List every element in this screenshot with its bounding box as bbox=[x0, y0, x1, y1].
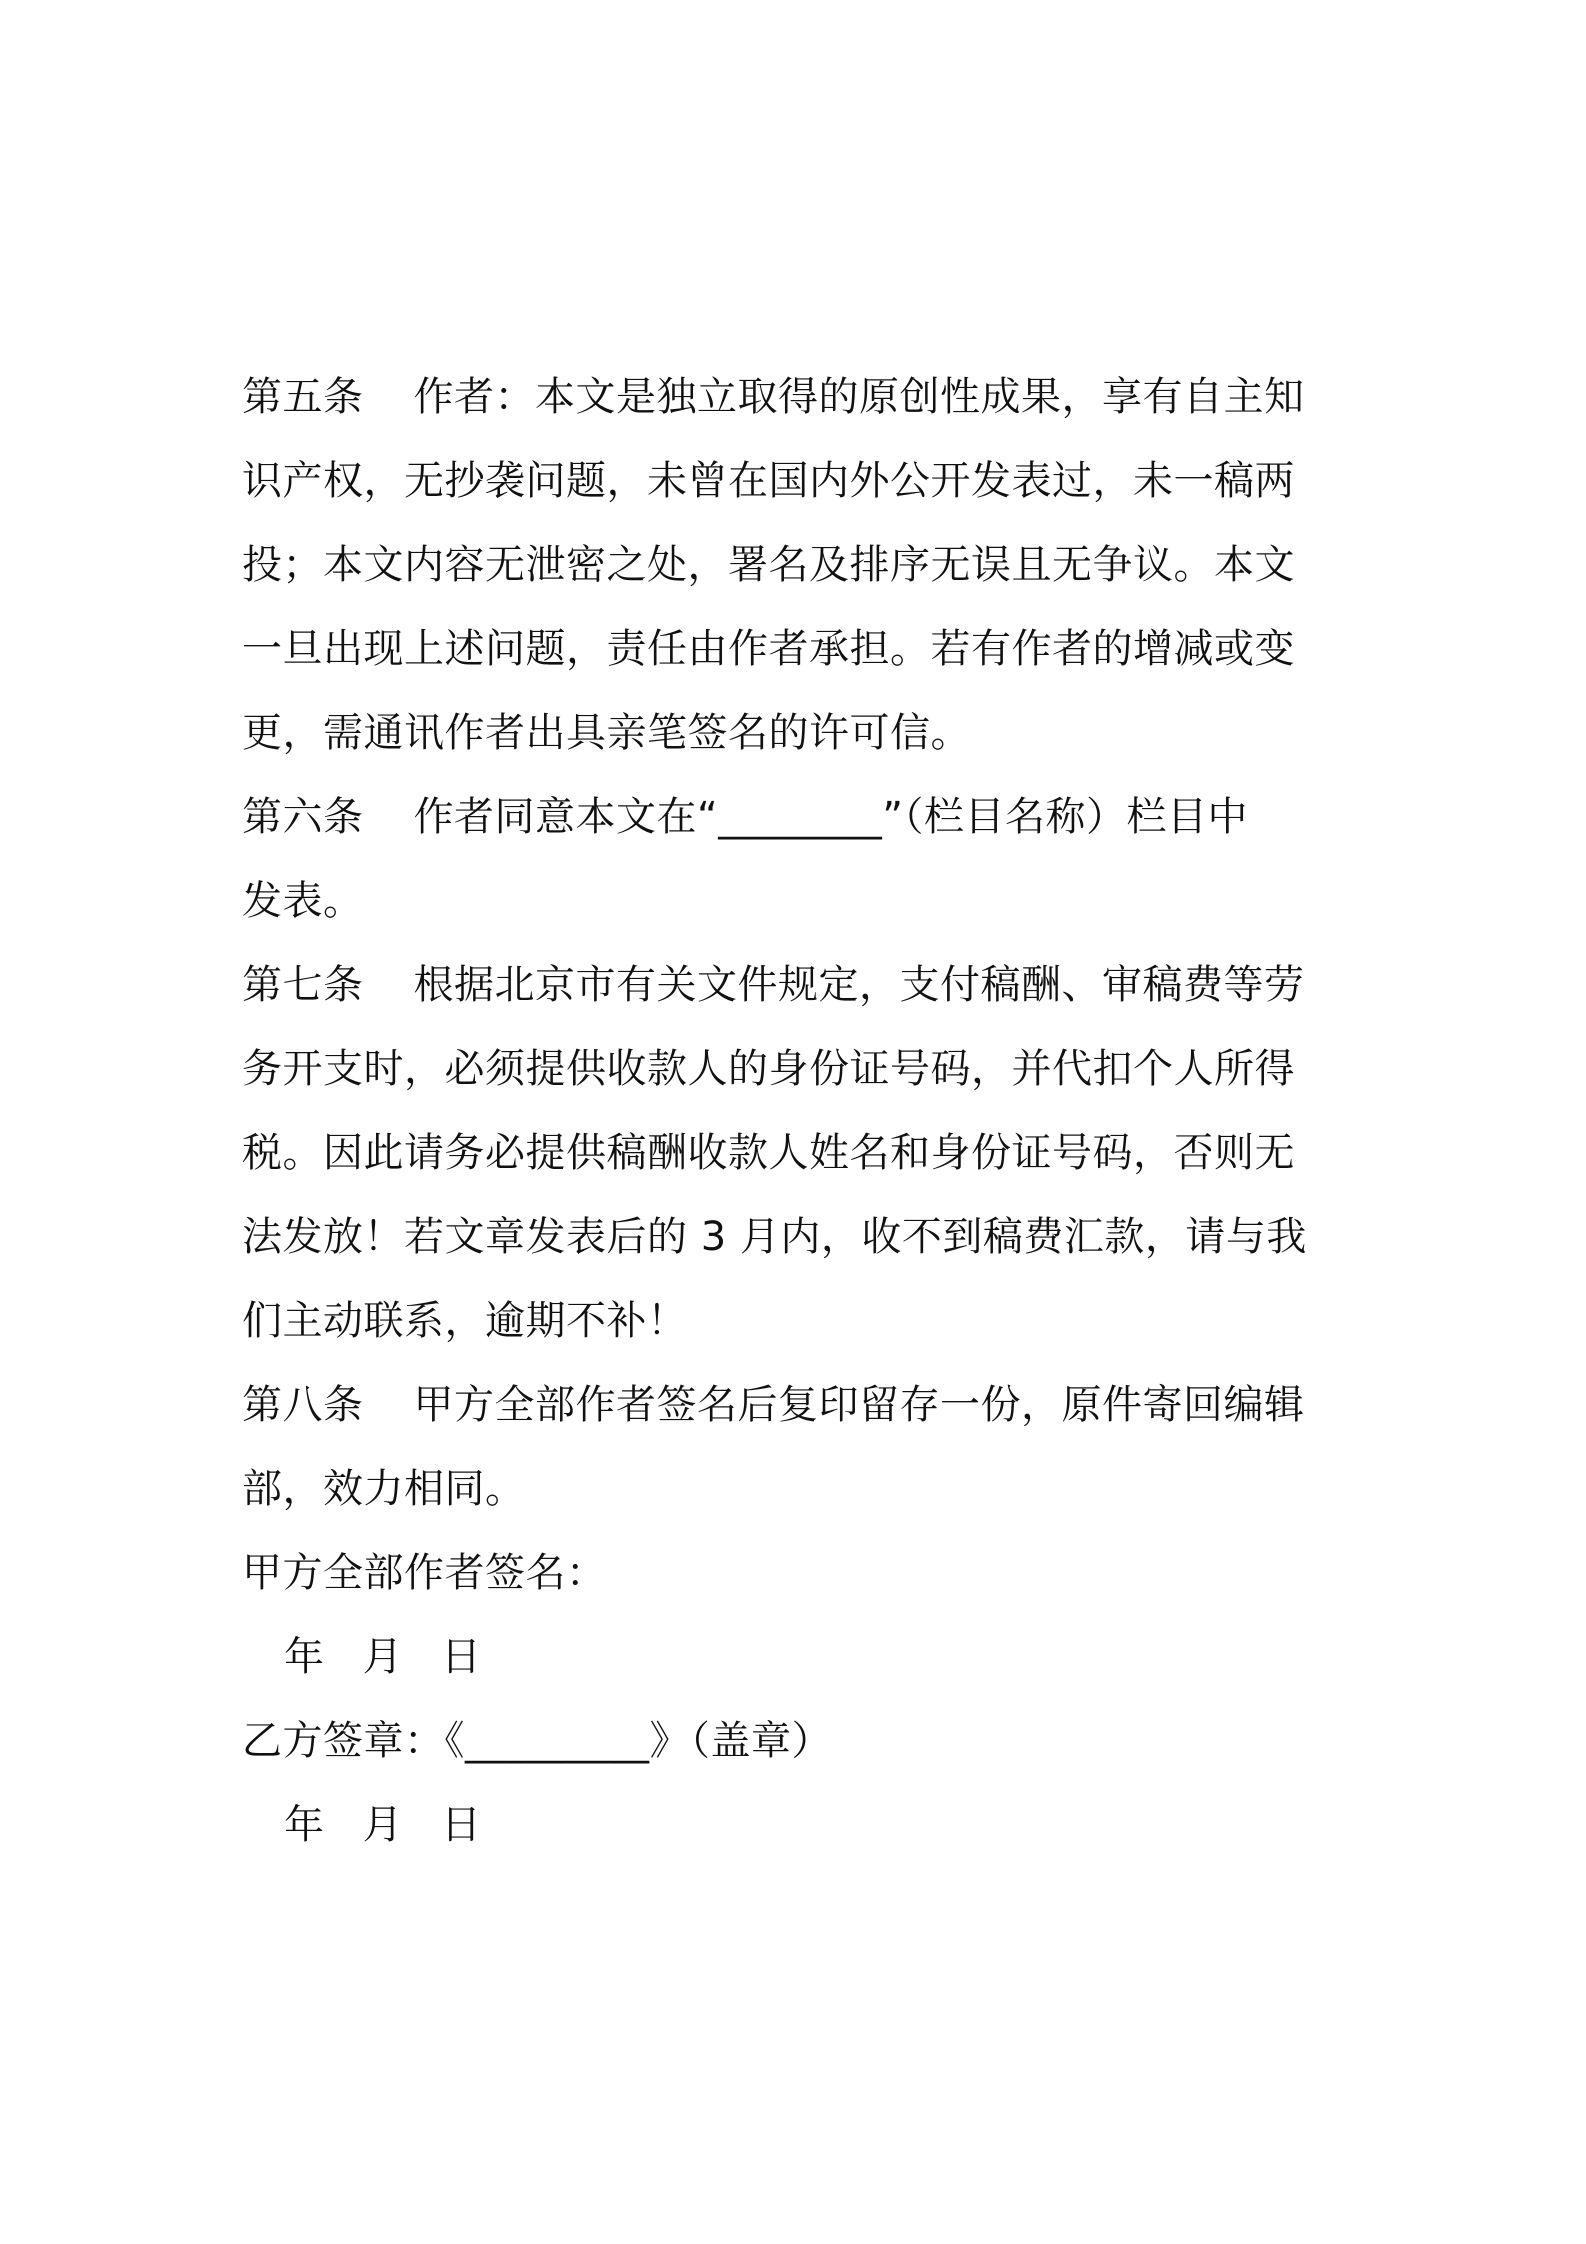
article-8-label: 第八条 bbox=[242, 1382, 364, 1428]
article-5-line-1 bbox=[242, 355, 1362, 439]
article-5-line-3: 投；本文内容无泄密之处，署名及排序无误且无争议。本文 bbox=[242, 542, 1295, 588]
article-8-line-2: 部，效力相同。 bbox=[242, 1466, 526, 1512]
party-a-month: 月 bbox=[362, 1634, 403, 1680]
party-a-year: 年 bbox=[284, 1634, 325, 1680]
party-a-day: 日 bbox=[441, 1634, 482, 1680]
article-8-text: 甲方全部作者签名后复印留存一份，原件寄回编辑 bbox=[413, 1382, 1305, 1428]
article-7-line-4: 法发放！若文章发表后的 3 月内，收不到稿费汇款，请与我 bbox=[242, 1214, 1307, 1260]
party-a-date bbox=[242, 1615, 1362, 1699]
article-8-line-1 bbox=[242, 1363, 1362, 1447]
article-7-line-3: 税。因此请务必提供稿酬收款人姓名和身份证号码，否则无 bbox=[242, 1130, 1295, 1176]
article-6-label: 第六条 bbox=[242, 794, 364, 840]
party-b-date bbox=[242, 1783, 1362, 1867]
article-6-line-1 bbox=[242, 775, 1362, 859]
article-7-line-5: 们主动联系，逾期不补！ bbox=[242, 1298, 688, 1344]
article-5-text: 作者：本文是独立取得的原创性成果，享有自主知 bbox=[413, 374, 1305, 420]
article-6-line-2: 发表。 bbox=[242, 878, 364, 924]
article-5-line-5: 更，需通讯作者出具亲笔签名的许可信。 bbox=[242, 710, 971, 756]
article-7-line-2: 务开支时，必须提供收款人的身份证号码，并代扣个人所得 bbox=[242, 1046, 1295, 1092]
article-5-line-2: 识产权，无抄袭问题，未曾在国内外公开发表过，未一稿两 bbox=[242, 458, 1295, 504]
party-b-month: 月 bbox=[362, 1802, 403, 1848]
article-6-text: 作者同意本文在“________”（栏目名称）栏目中 bbox=[413, 794, 1248, 840]
party-a-signature-label: 甲方全部作者签名： bbox=[242, 1550, 607, 1596]
article-5-line-4: 一旦出现上述问题，责任由作者承担。若有作者的增减或变 bbox=[242, 626, 1295, 672]
article-7-line-1 bbox=[242, 943, 1362, 1027]
party-b-day: 日 bbox=[441, 1802, 482, 1848]
article-7-label: 第七条 bbox=[242, 962, 364, 1008]
article-5-label: 第五条 bbox=[242, 374, 364, 420]
article-7-text: 根据北京市有关文件规定，支付稿酬、审稿费等劳 bbox=[413, 962, 1305, 1008]
party-b-seal-label: 乙方签章：《_________》（盖章） bbox=[242, 1718, 832, 1764]
party-b-year: 年 bbox=[284, 1802, 325, 1848]
contract-clauses bbox=[242, 355, 1362, 1867]
